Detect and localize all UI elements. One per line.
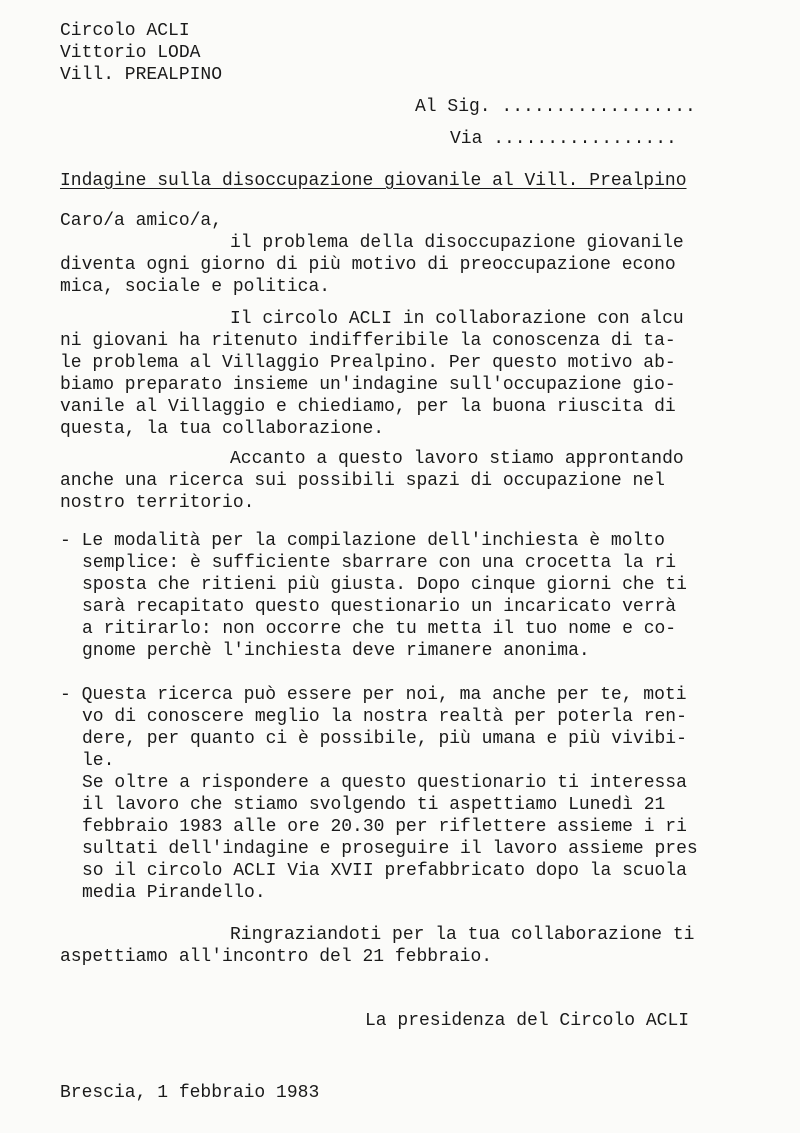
recipient-sig: Al Sig. .................. (415, 97, 696, 117)
closing-line: Ringraziandoti per la tua collaborazione ti (230, 925, 695, 945)
bullet-2-line: vo di conoscere meglio la nostra realtà per poterla ren- (82, 707, 687, 727)
bullet-2-line: media Pirandello. (82, 883, 266, 903)
signature: La presidenza del Circolo ACLI (365, 1011, 690, 1031)
bullet-2-line: so il circolo ACLI Via XVII prefabbricato dopo la scuola (82, 861, 687, 881)
bullet-1-line: sposta che ritieni più giusta. Dopo cinque giorni che ti (82, 575, 687, 595)
closing-line: aspettiamo all'incontro del 21 febbraio. (60, 947, 493, 967)
bullet-2-line: sultati dell'indagine e proseguire il lavoro assieme pres (82, 839, 698, 859)
bullet-2-line: le. (82, 751, 115, 771)
bullet-1-line: a ritirarlo: non occorre che tu metta il tuo nome e co- (82, 619, 677, 639)
place-date: Brescia, 1 febbraio 1983 (60, 1083, 320, 1103)
recipient-via: Via ................. (450, 129, 677, 149)
bullet-1-line: gnome perchè l'inchiesta deve rimanere anonima. (82, 641, 590, 661)
paragraph-2-line: questa, la tua collaborazione. (60, 419, 385, 439)
paragraph-3-line: anche una ricerca sui possibili spazi di occupazione nel (60, 471, 665, 491)
paragraph-2-line: ni giovani ha ritenuto indifferibile la conoscenza di ta- (60, 331, 676, 351)
bullet-1-line: sarà recapitato questo questionario un incaricato verrà (82, 597, 677, 617)
paragraph-1-line: mica, sociale e politica. (60, 277, 331, 297)
bullet-2-line: febbraio 1983 alle ore 20.30 per riflettere assieme i ri (82, 817, 687, 837)
sender-place: Vill. PREALPINO (60, 65, 223, 85)
paragraph-1-line: diventa ogni giorno di più motivo di preoccupazione econo (60, 255, 676, 275)
paragraph-3-line: nostro territorio. (60, 493, 255, 513)
greeting: Caro/a amico/a, (60, 211, 223, 231)
sender-person: Vittorio LODA (60, 43, 201, 63)
paragraph-2-line: le problema al Villaggio Prealpino. Per questo motivo ab- (60, 353, 676, 373)
bullet-2-line: - Questa ricerca può essere per noi, ma anche per te, moti (60, 685, 687, 705)
subject-line: Indagine sulla disoccupazione giovanile al Vill. Prealpino (60, 171, 687, 191)
paragraph-1-line: il problema della disoccupazione giovanile (230, 233, 684, 253)
bullet-2-line: Se oltre a rispondere a questo questionario ti interessa (82, 773, 687, 793)
paragraph-2-line: Il circolo ACLI in collaborazione con alcu (230, 309, 684, 329)
bullet-2-line: dere, per quanto ci è possibile, più umana e più vivibi- (82, 729, 687, 749)
paragraph-3-line: Accanto a questo lavoro stiamo approntando (230, 449, 684, 469)
paragraph-2-line: vanile al Villaggio e chiediamo, per la buona riuscita di (60, 397, 676, 417)
bullet-1-line: - Le modalità per la compilazione dell'inchiesta è molto (60, 531, 665, 551)
paragraph-2-line: biamo preparato insieme un'indagine sull'occupazione gio- (60, 375, 676, 395)
bullet-1-line: semplice: è sufficiente sbarrare con una crocetta la ri (82, 553, 677, 573)
sender-name: Circolo ACLI (60, 21, 190, 41)
bullet-2-line: il lavoro che stiamo svolgendo ti aspettiamo Lunedì 21 (82, 795, 666, 815)
